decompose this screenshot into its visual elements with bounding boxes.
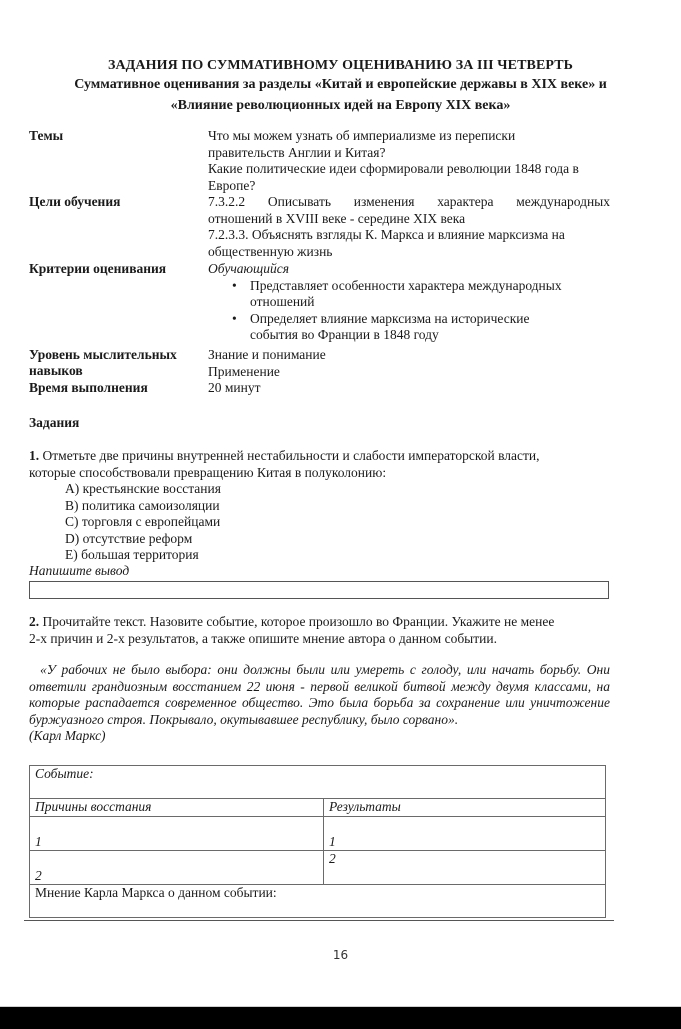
- task-2-question: [29, 614, 614, 647]
- bullet-icon: •: [232, 277, 237, 293]
- goals-value: [208, 194, 610, 260]
- topics-line: Европе?: [208, 177, 256, 193]
- result-1-number: 1: [329, 834, 336, 849]
- goal-1-line-1: 7.3.2.2 Описывать изменения характера международных: [208, 194, 610, 209]
- skills-label-line-2: навыков: [29, 363, 83, 378]
- task-1-option-d[interactable]: D) отсутствие реформ: [65, 530, 193, 546]
- event-cell[interactable]: [30, 766, 606, 799]
- topics-line: Какие политические идеи сформировали революции 1848 года в: [208, 161, 579, 176]
- event-label: Событие:: [35, 766, 94, 781]
- screen-bottom-bar: [0, 1006, 681, 1029]
- causes-header-cell: [30, 799, 324, 817]
- marx-quote: [29, 662, 610, 745]
- skills-value-2: Применение: [208, 363, 280, 379]
- task-1-options: [65, 481, 221, 564]
- skills-value-1: Знание и понимание: [208, 347, 326, 362]
- topics-value: [208, 128, 610, 194]
- skills-label: [29, 347, 177, 379]
- footer-divider: [24, 920, 614, 921]
- criteria-intro: Обучающийся: [208, 261, 290, 276]
- document-title-block: [0, 56, 681, 115]
- goal-1-line-2: отношений в XVIII веке - середине XIX века: [208, 210, 466, 226]
- document-subtitle-line-2: «Влияние революционных идей на Европу XIX века»: [170, 98, 511, 113]
- criteria-list: [208, 278, 610, 344]
- criteria-label: Критерии оценивания: [29, 261, 167, 276]
- cause-1-cell[interactable]: [30, 817, 324, 851]
- opinion-label: Мнение Карла Маркса о данном событии:: [35, 885, 277, 900]
- cause-2-cell[interactable]: [30, 851, 324, 885]
- topics-line: правительств Англии и Китая?: [208, 144, 386, 160]
- result-1-cell[interactable]: [324, 817, 606, 851]
- marx-quote-author: (Карл Маркс): [29, 728, 106, 743]
- causes-header: Причины восстания: [35, 799, 152, 814]
- result-2-number: 2: [329, 851, 336, 866]
- topics-line: Что мы можем узнать об империализме из переписки: [208, 128, 516, 143]
- conclusion-label: Напишите вывод: [29, 563, 130, 578]
- result-2-cell[interactable]: [324, 851, 606, 885]
- document-title: ЗАДАНИЯ ПО СУММАТИВНОМУ ОЦЕНИВАНИЮ ЗА III ЧЕТВЕРТЬ: [107, 58, 574, 73]
- skills-label-line-1: Уровень мыслительных: [29, 347, 177, 362]
- task-2-number: 2.: [29, 614, 40, 629]
- bullet-icon: •: [232, 310, 237, 326]
- results-header-cell: [324, 799, 606, 817]
- skills-value: [208, 347, 610, 380]
- results-header: Результаты: [329, 799, 401, 814]
- document-subtitle-line-1: Суммативное оценивания за разделы «Китай и европейские державы в XIX веке» и: [74, 77, 607, 92]
- task-1-text-line-1: Отметьте две причины внутренней нестабильности и слабости императорской власти,: [42, 448, 540, 463]
- time-value: 20 минут: [208, 380, 261, 395]
- goal-2-line-1: 7.2.3.3. Объяснять взгляды К. Маркса и влияние марксизма на: [208, 227, 565, 242]
- task-1-number: 1.: [29, 448, 40, 463]
- goals-label: Цели обучения: [29, 194, 121, 209]
- topics-label: Темы: [29, 128, 64, 143]
- opinion-cell[interactable]: [30, 885, 606, 918]
- criteria-item: [232, 277, 610, 311]
- conclusion-answer-box[interactable]: [29, 581, 609, 599]
- task-2-text-line-2: 2-х причин и 2-х результатов, а также опишите мнение автора о данном событии.: [29, 630, 497, 646]
- criteria-item: [232, 310, 610, 344]
- task-2-text-line-1: Прочитайте текст. Назовите событие, которое произошло во Франции. Укажите не менее: [42, 614, 555, 629]
- cause-1-number: 1: [35, 834, 42, 849]
- task-1-option-b[interactable]: B) политика самоизоляции: [65, 497, 220, 513]
- task-1-option-a[interactable]: A) крестьянские восстания: [65, 481, 221, 496]
- page-number: 16: [332, 948, 349, 962]
- task-1-option-e[interactable]: E) большая территория: [65, 547, 199, 562]
- criteria-item-line-2: отношений: [250, 294, 315, 309]
- cause-2-number: 2: [35, 868, 42, 883]
- marx-quote-text: «У рабочих не было выбора: они должны были или умереть с голоду, или начать борьбу. Они ответили грандиозным восстанием 22 июня - первой великой битвой между двумя классами, на которые распадается современное общество. Это была борьба за сохранение или уничтожение буржуазного строя. Покрывало, окутывавшее республику, было сорвано».: [29, 662, 610, 727]
- criteria-item-line-1: Представляет особенности характера международных: [250, 277, 562, 293]
- task-1-text-line-2: которые способствовали превращению Китая в полуколонию:: [29, 464, 387, 480]
- task-1-question: [29, 448, 614, 481]
- event-answer-table: [29, 765, 606, 918]
- criteria-item-line-2: события во Франции в 1848 году: [250, 327, 439, 342]
- criteria-value: [208, 261, 610, 344]
- tasks-heading: Задания: [29, 415, 80, 430]
- time-label: Время выполнения: [29, 380, 148, 395]
- goal-2-line-2: общественную жизнь: [208, 243, 333, 259]
- task-1-option-c[interactable]: C) торговля с европейцами: [65, 514, 221, 529]
- criteria-item-line-1: Определяет влияние марксизма на исторические: [250, 310, 530, 326]
